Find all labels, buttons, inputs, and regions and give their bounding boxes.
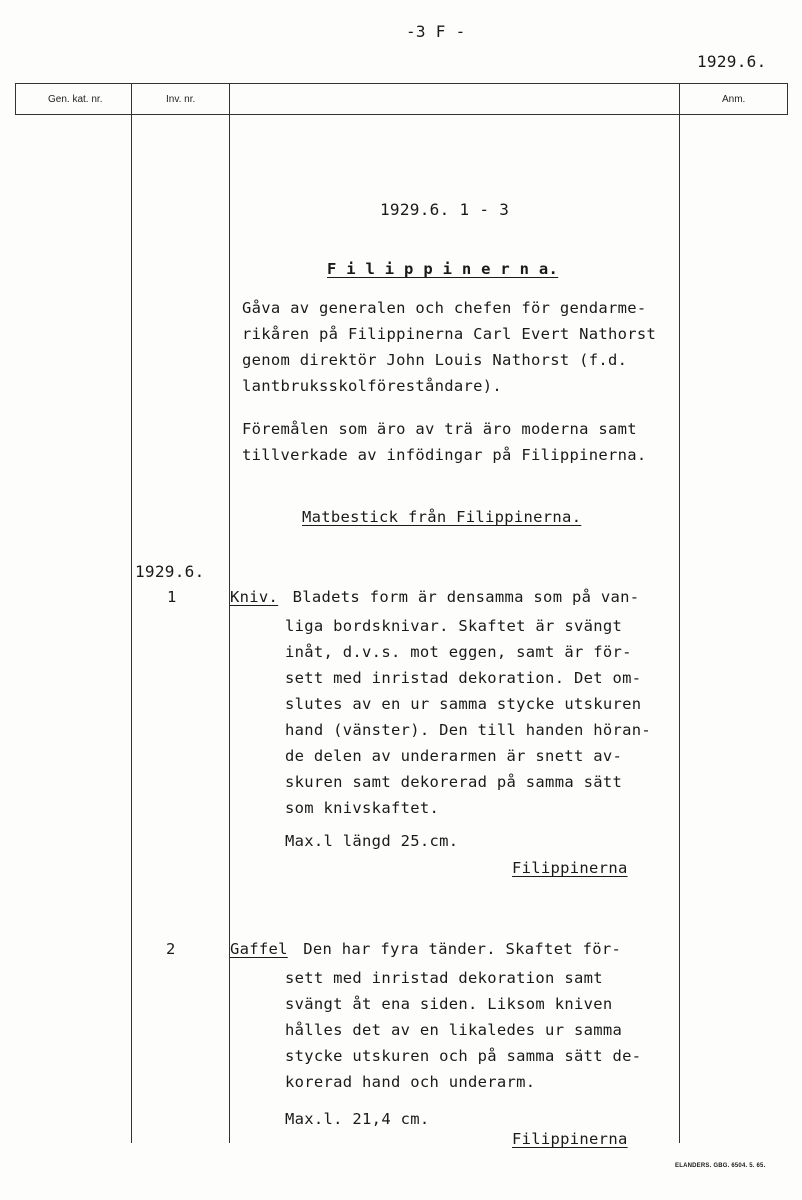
column-header-gen-kat: Gen. kat. nr.: [48, 94, 103, 105]
range-heading: 1929.6. 1 - 3: [380, 200, 510, 219]
column-divider-2: [229, 83, 230, 1143]
item-description-first-line: Den har fyra tänder. Skaftet för-: [284, 940, 622, 958]
item-description: sett med inristad dekoration samt svängt åt ena siden. Liksom kniven hålles det av en likaledes ur samma stycke utskuren och på samma sätt de- korerad hand och underarm.: [285, 969, 642, 1091]
item-origin: Filippinerna: [512, 859, 628, 877]
page-number: -3 F -: [406, 22, 466, 41]
column-divider-1: [131, 83, 132, 1143]
item-measurement: Max.l längd 25.cm.: [285, 832, 459, 850]
left-border: [15, 83, 16, 115]
item-name: Gaffel: [230, 940, 288, 958]
column-header-inv: Inv. nr.: [166, 94, 196, 105]
item-name: Kniv.: [230, 588, 279, 606]
gift-text: Gåva av generalen och chefen för gendarme- rikåren på Filippinerna Carl Evert Nathorst genom direktör John Louis Nathorst (f.d. lantbruksskolföreståndare).: [242, 299, 657, 395]
item-description: liga bordsknivar. Skaftet är svängt inåt, d.v.s. mot eggen, samt är för- sett med inristad dekoration. Det om- slutes av en ur samma stycke utskuren hand (vänster). Den till handen höran- de delen av underarmen är snett av- skuren samt dekorerad på samma sätt som knivskaftet.: [285, 617, 652, 817]
item-origin: Filippinerna: [512, 1130, 628, 1148]
right-border: [787, 83, 788, 115]
note-text: Föremålen som äro av trä äro moderna samt tillverkade av infödingar på Filippinerna.: [242, 420, 647, 464]
item-number: 1: [167, 588, 177, 606]
section-heading: Matbestick från Filippinerna.: [302, 508, 582, 526]
item-description-first-line: Bladets form är densamma som på van-: [283, 588, 640, 606]
column-header-anm: Anm.: [722, 94, 746, 105]
item-measurement: Max.l. 21,4 cm.: [285, 1110, 430, 1128]
item-inv-prefix: 1929.6.: [135, 562, 205, 581]
collection-title: F i l i p p i n e r n a.: [327, 260, 559, 278]
printer-imprint: ELANDERS. GBG. 6504. 5. 65.: [675, 1163, 766, 1169]
catalog-reference: 1929.6.: [697, 52, 767, 71]
column-divider-3: [679, 83, 680, 1143]
item-number: 2: [166, 940, 176, 958]
